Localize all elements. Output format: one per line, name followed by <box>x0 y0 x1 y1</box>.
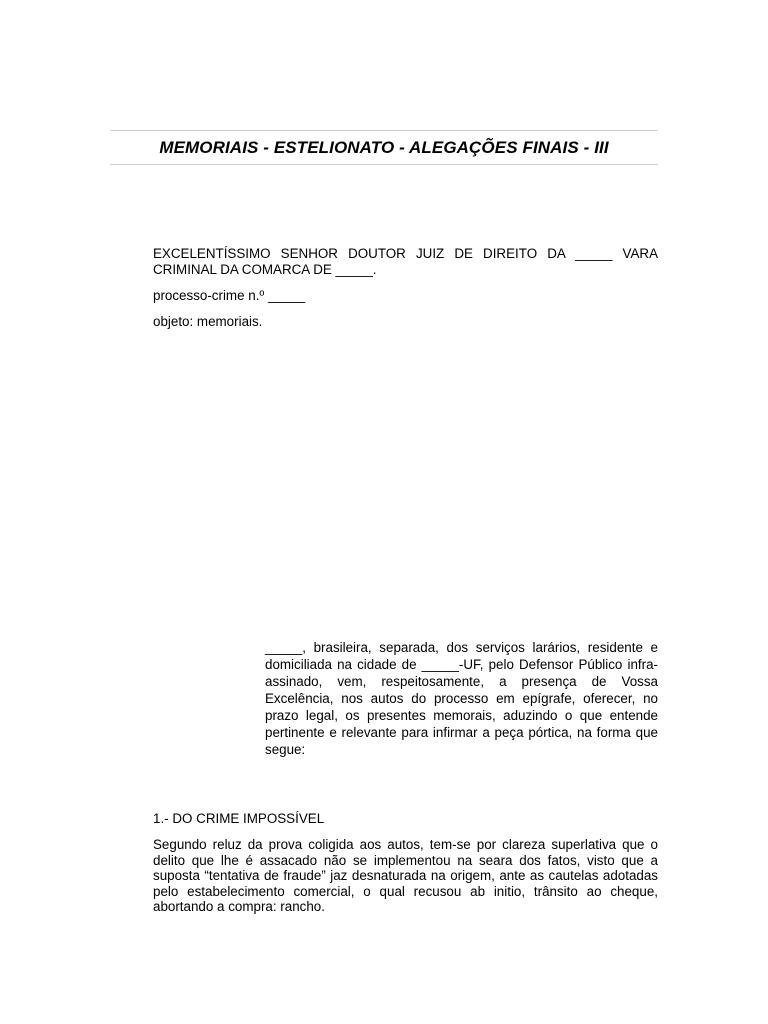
addressee-paragraph: EXCELENTÍSSIMO SENHOR DOUTOR JUIZ DE DIREITO DA _____ VARA CRIMINAL DA COMARCA DE _____. <box>153 246 658 278</box>
object-line: objeto: memoriais. <box>153 314 263 329</box>
process-number-line: processo-crime n.º _____ <box>153 288 306 303</box>
intro-paragraph: _____, brasileira, separada, dos serviços larários, residente e domiciliada na cidade de _____-UF, pelo Defensor Público infra-assinado, vem, respeitosamente, a presença de Vossa Excelência, nos autos do processo em epígrafe, oferecer, no prazo legal, os presentes memorais, aduzindo o que entende pertinente e relevante para infirmar a peça pórtica, na forma que segue: <box>265 640 658 757</box>
section-body: Segundo reluz da prova coligida aos autos, tem-se por clareza superlativa que o delito que lhe é assacado não se implementou na seara dos fatos, visto que a suposta “tentativa de fraude” jaz desnaturada na origem, ante as cautelas adotadas pelo estabelecimento comercial, o qual recusou ab initio, trânsito ao cheque, abortando a compra: rancho. <box>153 837 658 915</box>
title-band <box>110 130 658 165</box>
document-title: MEMORIAIS - ESTELIONATO - ALEGAÇÕES FINAIS - III <box>159 137 609 157</box>
section-heading: 1.- DO CRIME IMPOSSÍVEL <box>153 811 325 826</box>
